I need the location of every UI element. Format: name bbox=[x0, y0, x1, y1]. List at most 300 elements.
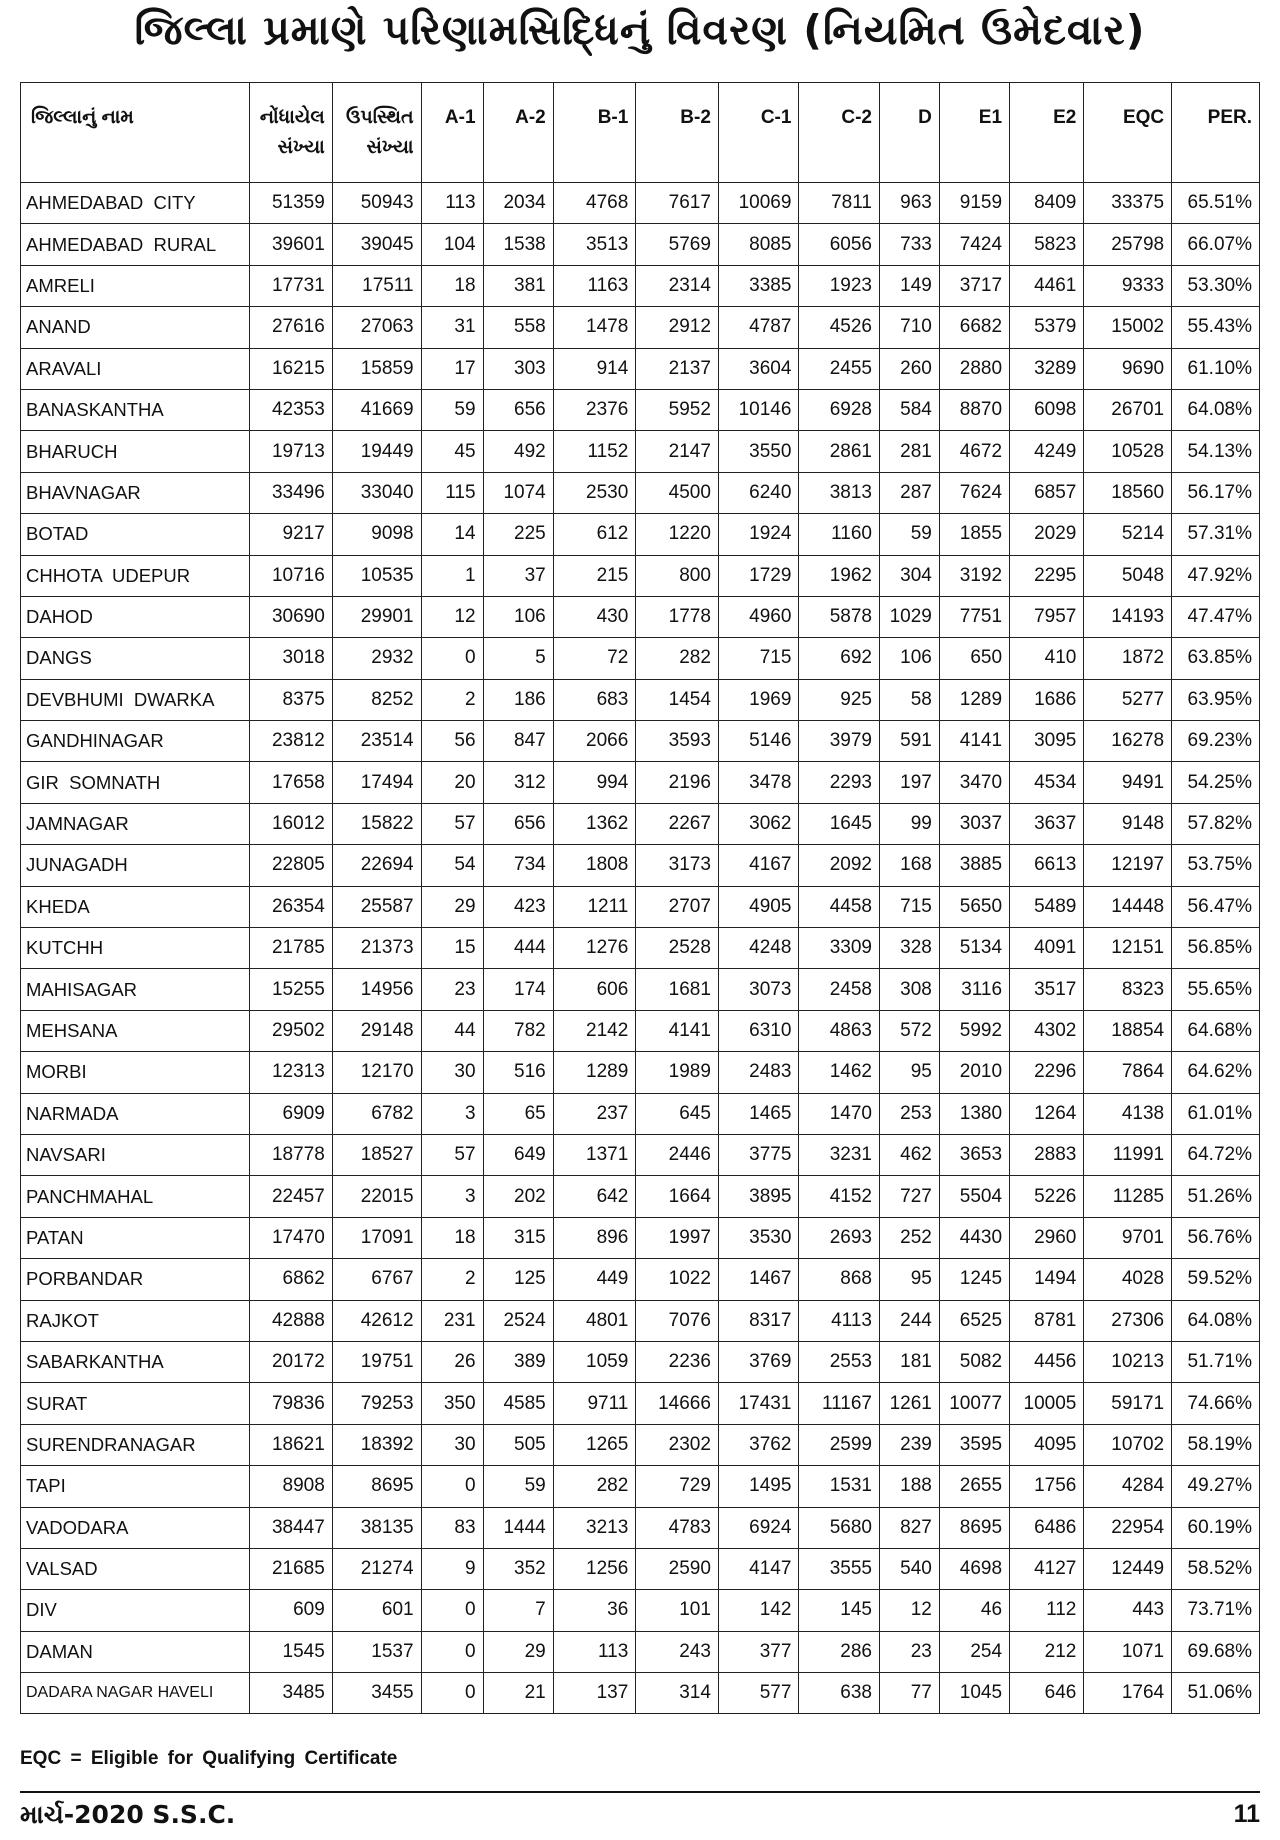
value-cell: 6857 bbox=[1010, 472, 1084, 513]
value-cell: 31 bbox=[421, 307, 483, 348]
table-row bbox=[21, 596, 1260, 637]
value-cell: 5823 bbox=[1010, 224, 1084, 265]
value-cell: 8908 bbox=[250, 1466, 333, 1507]
value-cell: 25798 bbox=[1084, 224, 1172, 265]
value-cell: 77 bbox=[879, 1673, 939, 1714]
value-cell: 3213 bbox=[553, 1507, 636, 1548]
value-cell: 4152 bbox=[799, 1176, 880, 1217]
value-cell: 1997 bbox=[636, 1217, 719, 1258]
value-cell: 2142 bbox=[553, 1010, 636, 1051]
value-cell: 8409 bbox=[1010, 183, 1084, 224]
value-cell: 106 bbox=[879, 638, 939, 679]
value-cell: 9217 bbox=[250, 514, 333, 555]
value-cell: 3593 bbox=[636, 721, 719, 762]
value-cell: 4905 bbox=[718, 886, 799, 927]
value-cell: 1059 bbox=[553, 1341, 636, 1382]
value-cell: 1872 bbox=[1084, 638, 1172, 679]
value-cell: 5226 bbox=[1010, 1176, 1084, 1217]
value-cell: 0 bbox=[421, 1466, 483, 1507]
value-cell: 237 bbox=[553, 1093, 636, 1134]
value-cell: 994 bbox=[553, 762, 636, 803]
header-b1: B-1 bbox=[553, 83, 636, 183]
value-cell: 22805 bbox=[250, 845, 333, 886]
value-cell: 3637 bbox=[1010, 803, 1084, 844]
value-cell: 2302 bbox=[636, 1424, 719, 1465]
value-cell: 1462 bbox=[799, 1052, 880, 1093]
value-cell: 1531 bbox=[799, 1466, 880, 1507]
value-cell: 64.72% bbox=[1172, 1134, 1260, 1175]
value-cell: 5082 bbox=[939, 1341, 1009, 1382]
value-cell: 58.19% bbox=[1172, 1424, 1260, 1465]
district-results-table bbox=[20, 82, 1260, 1714]
value-cell: 1045 bbox=[939, 1673, 1009, 1714]
value-cell: 1029 bbox=[879, 596, 939, 637]
value-cell: 9711 bbox=[553, 1383, 636, 1424]
value-cell: 95 bbox=[879, 1259, 939, 1300]
value-cell: 36 bbox=[553, 1590, 636, 1631]
value-cell: 4500 bbox=[636, 472, 719, 513]
value-cell: 1470 bbox=[799, 1093, 880, 1134]
value-cell: 104 bbox=[421, 224, 483, 265]
value-cell: 168 bbox=[879, 845, 939, 886]
value-cell: 14956 bbox=[332, 969, 421, 1010]
value-cell: 314 bbox=[636, 1673, 719, 1714]
value-cell: 57 bbox=[421, 803, 483, 844]
table-row bbox=[21, 1300, 1260, 1341]
value-cell: 59 bbox=[421, 389, 483, 430]
value-cell: 4863 bbox=[799, 1010, 880, 1051]
value-cell: 1071 bbox=[1084, 1631, 1172, 1672]
value-cell: 63.85% bbox=[1172, 638, 1260, 679]
value-cell: 51.26% bbox=[1172, 1176, 1260, 1217]
value-cell: 1538 bbox=[483, 224, 553, 265]
district-name-cell: MAHISAGAR bbox=[21, 969, 250, 1010]
value-cell: 1495 bbox=[718, 1466, 799, 1507]
table-row bbox=[21, 1548, 1260, 1589]
value-cell: 17658 bbox=[250, 762, 333, 803]
value-cell: 2707 bbox=[636, 886, 719, 927]
value-cell: 64.08% bbox=[1172, 389, 1260, 430]
value-cell: 2010 bbox=[939, 1052, 1009, 1093]
value-cell: 5379 bbox=[1010, 307, 1084, 348]
value-cell: 21785 bbox=[250, 928, 333, 969]
value-cell: 23 bbox=[421, 969, 483, 1010]
value-cell: 56.47% bbox=[1172, 886, 1260, 927]
value-cell: 37 bbox=[483, 555, 553, 596]
value-cell: 8317 bbox=[718, 1300, 799, 1341]
value-cell: 1756 bbox=[1010, 1466, 1084, 1507]
value-cell: 26 bbox=[421, 1341, 483, 1382]
value-cell: 142 bbox=[718, 1590, 799, 1631]
value-cell: 11991 bbox=[1084, 1134, 1172, 1175]
value-cell: 252 bbox=[879, 1217, 939, 1258]
table-row bbox=[21, 1010, 1260, 1051]
value-cell: 642 bbox=[553, 1176, 636, 1217]
value-cell: 21274 bbox=[332, 1548, 421, 1589]
district-name-cell: SURAT bbox=[21, 1383, 250, 1424]
value-cell: 4167 bbox=[718, 845, 799, 886]
value-cell: 15 bbox=[421, 928, 483, 969]
value-cell: 8781 bbox=[1010, 1300, 1084, 1341]
page-number: 11 bbox=[1233, 1800, 1260, 1828]
value-cell: 6928 bbox=[799, 389, 880, 430]
value-cell: 1989 bbox=[636, 1052, 719, 1093]
value-cell: 3470 bbox=[939, 762, 1009, 803]
value-cell: 53.75% bbox=[1172, 845, 1260, 886]
value-cell: 18778 bbox=[250, 1134, 333, 1175]
value-cell: 181 bbox=[879, 1341, 939, 1382]
value-cell: 5 bbox=[483, 638, 553, 679]
table-row bbox=[21, 1466, 1260, 1507]
value-cell: 231 bbox=[421, 1300, 483, 1341]
value-cell: 11285 bbox=[1084, 1176, 1172, 1217]
value-cell: 2960 bbox=[1010, 1217, 1084, 1258]
value-cell: 304 bbox=[879, 555, 939, 596]
value-cell: 6682 bbox=[939, 307, 1009, 348]
value-cell: 20172 bbox=[250, 1341, 333, 1382]
district-name-cell: NARMADA bbox=[21, 1093, 250, 1134]
value-cell: 6525 bbox=[939, 1300, 1009, 1341]
value-cell: 9701 bbox=[1084, 1217, 1172, 1258]
footer-exam-label: માર્ચ-2020 S.S.C. bbox=[20, 1800, 236, 1829]
value-cell: 10716 bbox=[250, 555, 333, 596]
value-cell: 4960 bbox=[718, 596, 799, 637]
value-cell: 2483 bbox=[718, 1052, 799, 1093]
table-row bbox=[21, 1217, 1260, 1258]
value-cell: 4284 bbox=[1084, 1466, 1172, 1507]
value-cell: 16012 bbox=[250, 803, 333, 844]
value-cell: 315 bbox=[483, 1217, 553, 1258]
value-cell: 54 bbox=[421, 845, 483, 886]
table-row bbox=[21, 638, 1260, 679]
value-cell: 14448 bbox=[1084, 886, 1172, 927]
value-cell: 4801 bbox=[553, 1300, 636, 1341]
value-cell: 51359 bbox=[250, 183, 333, 224]
value-cell: 7424 bbox=[939, 224, 1009, 265]
district-name-cell: AHMEDABAD CITY bbox=[21, 183, 250, 224]
value-cell: 55.43% bbox=[1172, 307, 1260, 348]
value-cell: 188 bbox=[879, 1466, 939, 1507]
value-cell: 1764 bbox=[1084, 1673, 1172, 1714]
value-cell: 1686 bbox=[1010, 679, 1084, 720]
value-cell: 10077 bbox=[939, 1383, 1009, 1424]
value-cell: 4458 bbox=[799, 886, 880, 927]
district-name-cell: PANCHMAHAL bbox=[21, 1176, 250, 1217]
value-cell: 5992 bbox=[939, 1010, 1009, 1051]
value-cell: 5146 bbox=[718, 721, 799, 762]
value-cell: 253 bbox=[879, 1093, 939, 1134]
value-cell: 3775 bbox=[718, 1134, 799, 1175]
value-cell: 12 bbox=[879, 1590, 939, 1631]
value-cell: 692 bbox=[799, 638, 880, 679]
value-cell: 66.07% bbox=[1172, 224, 1260, 265]
value-cell: 15002 bbox=[1084, 307, 1172, 348]
district-name-cell: TAPI bbox=[21, 1466, 250, 1507]
district-name-cell: PATAN bbox=[21, 1217, 250, 1258]
value-cell: 800 bbox=[636, 555, 719, 596]
table-row bbox=[21, 265, 1260, 306]
value-cell: 1276 bbox=[553, 928, 636, 969]
value-cell: 56 bbox=[421, 721, 483, 762]
value-cell: 3604 bbox=[718, 348, 799, 389]
value-cell: 2861 bbox=[799, 431, 880, 472]
value-cell: 8252 bbox=[332, 679, 421, 720]
table-row bbox=[21, 1176, 1260, 1217]
value-cell: 137 bbox=[553, 1673, 636, 1714]
value-cell: 282 bbox=[636, 638, 719, 679]
value-cell: 1245 bbox=[939, 1259, 1009, 1300]
value-cell: 10535 bbox=[332, 555, 421, 596]
value-cell: 21685 bbox=[250, 1548, 333, 1589]
district-name-cell: MEHSANA bbox=[21, 1010, 250, 1051]
value-cell: 1808 bbox=[553, 845, 636, 886]
value-cell: 0 bbox=[421, 1673, 483, 1714]
value-cell: 3979 bbox=[799, 721, 880, 762]
value-cell: 18854 bbox=[1084, 1010, 1172, 1051]
value-cell: 1289 bbox=[939, 679, 1009, 720]
value-cell: 3530 bbox=[718, 1217, 799, 1258]
value-cell: 3116 bbox=[939, 969, 1009, 1010]
value-cell: 39601 bbox=[250, 224, 333, 265]
value-cell: 6486 bbox=[1010, 1507, 1084, 1548]
value-cell: 30690 bbox=[250, 596, 333, 637]
value-cell: 5277 bbox=[1084, 679, 1172, 720]
value-cell: 33496 bbox=[250, 472, 333, 513]
value-cell: 577 bbox=[718, 1673, 799, 1714]
header-registered: નોંધાયેલ સંખ્યા bbox=[250, 83, 333, 183]
value-cell: 54.25% bbox=[1172, 762, 1260, 803]
value-cell: 1924 bbox=[718, 514, 799, 555]
district-name-cell: DANGS bbox=[21, 638, 250, 679]
value-cell: 2590 bbox=[636, 1548, 719, 1589]
value-cell: 4534 bbox=[1010, 762, 1084, 803]
value-cell: 4302 bbox=[1010, 1010, 1084, 1051]
value-cell: 4787 bbox=[718, 307, 799, 348]
value-cell: 1444 bbox=[483, 1507, 553, 1548]
value-cell: 591 bbox=[879, 721, 939, 762]
table-row bbox=[21, 969, 1260, 1010]
value-cell: 14666 bbox=[636, 1383, 719, 1424]
value-cell: 1074 bbox=[483, 472, 553, 513]
value-cell: 60.19% bbox=[1172, 1507, 1260, 1548]
table-row bbox=[21, 348, 1260, 389]
value-cell: 2530 bbox=[553, 472, 636, 513]
value-cell: 49.27% bbox=[1172, 1466, 1260, 1507]
value-cell: 1380 bbox=[939, 1093, 1009, 1134]
district-name-cell: DAHOD bbox=[21, 596, 250, 637]
value-cell: 2883 bbox=[1010, 1134, 1084, 1175]
value-cell: 9491 bbox=[1084, 762, 1172, 803]
value-cell: 45 bbox=[421, 431, 483, 472]
district-name-cell: VALSAD bbox=[21, 1548, 250, 1589]
value-cell: 443 bbox=[1084, 1590, 1172, 1631]
value-cell: 4028 bbox=[1084, 1259, 1172, 1300]
value-cell: 9 bbox=[421, 1548, 483, 1589]
value-cell: 19713 bbox=[250, 431, 333, 472]
value-cell: 22015 bbox=[332, 1176, 421, 1217]
value-cell: 1923 bbox=[799, 265, 880, 306]
value-cell: 868 bbox=[799, 1259, 880, 1300]
value-cell: 2880 bbox=[939, 348, 1009, 389]
value-cell: 5680 bbox=[799, 1507, 880, 1548]
value-cell: 715 bbox=[718, 638, 799, 679]
value-cell: 7 bbox=[483, 1590, 553, 1631]
value-cell: 710 bbox=[879, 307, 939, 348]
value-cell: 115 bbox=[421, 472, 483, 513]
value-cell: 19449 bbox=[332, 431, 421, 472]
value-cell: 83 bbox=[421, 1507, 483, 1548]
value-cell: 17511 bbox=[332, 265, 421, 306]
value-cell: 4138 bbox=[1084, 1093, 1172, 1134]
value-cell: 2314 bbox=[636, 265, 719, 306]
value-cell: 58.52% bbox=[1172, 1548, 1260, 1589]
value-cell: 215 bbox=[553, 555, 636, 596]
value-cell: 5048 bbox=[1084, 555, 1172, 596]
value-cell: 63.95% bbox=[1172, 679, 1260, 720]
value-cell: 2147 bbox=[636, 431, 719, 472]
value-cell: 312 bbox=[483, 762, 553, 803]
value-cell: 260 bbox=[879, 348, 939, 389]
value-cell: 4248 bbox=[718, 928, 799, 969]
district-name-cell: JUNAGADH bbox=[21, 845, 250, 886]
table-row bbox=[21, 1093, 1260, 1134]
value-cell: 225 bbox=[483, 514, 553, 555]
district-name-cell: BOTAD bbox=[21, 514, 250, 555]
value-cell: 3192 bbox=[939, 555, 1009, 596]
value-cell: 72 bbox=[553, 638, 636, 679]
value-cell: 2376 bbox=[553, 389, 636, 430]
value-cell: 17091 bbox=[332, 1217, 421, 1258]
value-cell: 42353 bbox=[250, 389, 333, 430]
value-cell: 47.47% bbox=[1172, 596, 1260, 637]
value-cell: 61.01% bbox=[1172, 1093, 1260, 1134]
value-cell: 281 bbox=[879, 431, 939, 472]
value-cell: 584 bbox=[879, 389, 939, 430]
value-cell: 38135 bbox=[332, 1507, 421, 1548]
value-cell: 44 bbox=[421, 1010, 483, 1051]
value-cell: 4461 bbox=[1010, 265, 1084, 306]
value-cell: 149 bbox=[879, 265, 939, 306]
value-cell: 5952 bbox=[636, 389, 719, 430]
value-cell: 2 bbox=[421, 679, 483, 720]
value-cell: 1362 bbox=[553, 803, 636, 844]
value-cell: 1855 bbox=[939, 514, 1009, 555]
value-cell: 10528 bbox=[1084, 431, 1172, 472]
value-cell: 10005 bbox=[1010, 1383, 1084, 1424]
value-cell: 352 bbox=[483, 1548, 553, 1589]
value-cell: 2029 bbox=[1010, 514, 1084, 555]
table-row bbox=[21, 514, 1260, 555]
district-name-cell: BHARUCH bbox=[21, 431, 250, 472]
value-cell: 5214 bbox=[1084, 514, 1172, 555]
value-cell: 23 bbox=[879, 1631, 939, 1672]
value-cell: 8323 bbox=[1084, 969, 1172, 1010]
value-cell: 3062 bbox=[718, 803, 799, 844]
table-row bbox=[21, 1507, 1260, 1548]
table-row bbox=[21, 472, 1260, 513]
value-cell: 0 bbox=[421, 1631, 483, 1672]
value-cell: 2693 bbox=[799, 1217, 880, 1258]
value-cell: 51.06% bbox=[1172, 1673, 1260, 1714]
value-cell: 38447 bbox=[250, 1507, 333, 1548]
value-cell: 4095 bbox=[1010, 1424, 1084, 1465]
value-cell: 56.85% bbox=[1172, 928, 1260, 969]
district-name-cell: AHMEDABAD RURAL bbox=[21, 224, 250, 265]
value-cell: 2 bbox=[421, 1259, 483, 1300]
value-cell: 29 bbox=[421, 886, 483, 927]
value-cell: 645 bbox=[636, 1093, 719, 1134]
value-cell: 462 bbox=[879, 1134, 939, 1175]
value-cell: 612 bbox=[553, 514, 636, 555]
value-cell: 51.71% bbox=[1172, 1341, 1260, 1382]
value-cell: 18621 bbox=[250, 1424, 333, 1465]
value-cell: 8695 bbox=[939, 1507, 1009, 1548]
value-cell: 8870 bbox=[939, 389, 1009, 430]
value-cell: 12197 bbox=[1084, 845, 1172, 886]
value-cell: 53.30% bbox=[1172, 265, 1260, 306]
value-cell: 3478 bbox=[718, 762, 799, 803]
table-header-row bbox=[21, 83, 1260, 183]
district-name-cell: DIV bbox=[21, 1590, 250, 1631]
district-name-cell: MORBI bbox=[21, 1052, 250, 1093]
district-name-cell: KUTCHH bbox=[21, 928, 250, 969]
value-cell: 42888 bbox=[250, 1300, 333, 1341]
value-cell: 125 bbox=[483, 1259, 553, 1300]
value-cell: 847 bbox=[483, 721, 553, 762]
value-cell: 21373 bbox=[332, 928, 421, 969]
district-name-cell: DEVBHUMI DWARKA bbox=[21, 679, 250, 720]
value-cell: 6098 bbox=[1010, 389, 1084, 430]
header-percentage: PER. bbox=[1172, 83, 1260, 183]
eqc-footnote: EQC = Eligible for Qualifying Certificate bbox=[20, 1748, 398, 1769]
value-cell: 39045 bbox=[332, 224, 421, 265]
value-cell: 3 bbox=[421, 1176, 483, 1217]
value-cell: 1289 bbox=[553, 1052, 636, 1093]
value-cell: 683 bbox=[553, 679, 636, 720]
value-cell: 10213 bbox=[1084, 1341, 1172, 1382]
value-cell: 4698 bbox=[939, 1548, 1009, 1589]
value-cell: 29 bbox=[483, 1631, 553, 1672]
value-cell: 16215 bbox=[250, 348, 333, 389]
value-cell: 8695 bbox=[332, 1466, 421, 1507]
value-cell: 21 bbox=[483, 1673, 553, 1714]
district-name-cell: SURENDRANAGAR bbox=[21, 1424, 250, 1465]
value-cell: 6056 bbox=[799, 224, 880, 265]
value-cell: 7617 bbox=[636, 183, 719, 224]
value-cell: 2267 bbox=[636, 803, 719, 844]
value-cell: 1264 bbox=[1010, 1093, 1084, 1134]
value-cell: 646 bbox=[1010, 1673, 1084, 1714]
value-cell: 430 bbox=[553, 596, 636, 637]
value-cell: 57.82% bbox=[1172, 803, 1260, 844]
value-cell: 540 bbox=[879, 1548, 939, 1589]
table-row bbox=[21, 886, 1260, 927]
value-cell: 4783 bbox=[636, 1507, 719, 1548]
value-cell: 42612 bbox=[332, 1300, 421, 1341]
value-cell: 729 bbox=[636, 1466, 719, 1507]
header-e2: E2 bbox=[1010, 83, 1084, 183]
value-cell: 5504 bbox=[939, 1176, 1009, 1217]
value-cell: 10702 bbox=[1084, 1424, 1172, 1465]
value-cell: 1163 bbox=[553, 265, 636, 306]
table-row bbox=[21, 1134, 1260, 1175]
value-cell: 8375 bbox=[250, 679, 333, 720]
district-name-cell: DAMAN bbox=[21, 1631, 250, 1672]
value-cell: 1211 bbox=[553, 886, 636, 927]
value-cell: 1478 bbox=[553, 307, 636, 348]
value-cell: 15859 bbox=[332, 348, 421, 389]
value-cell: 727 bbox=[879, 1176, 939, 1217]
